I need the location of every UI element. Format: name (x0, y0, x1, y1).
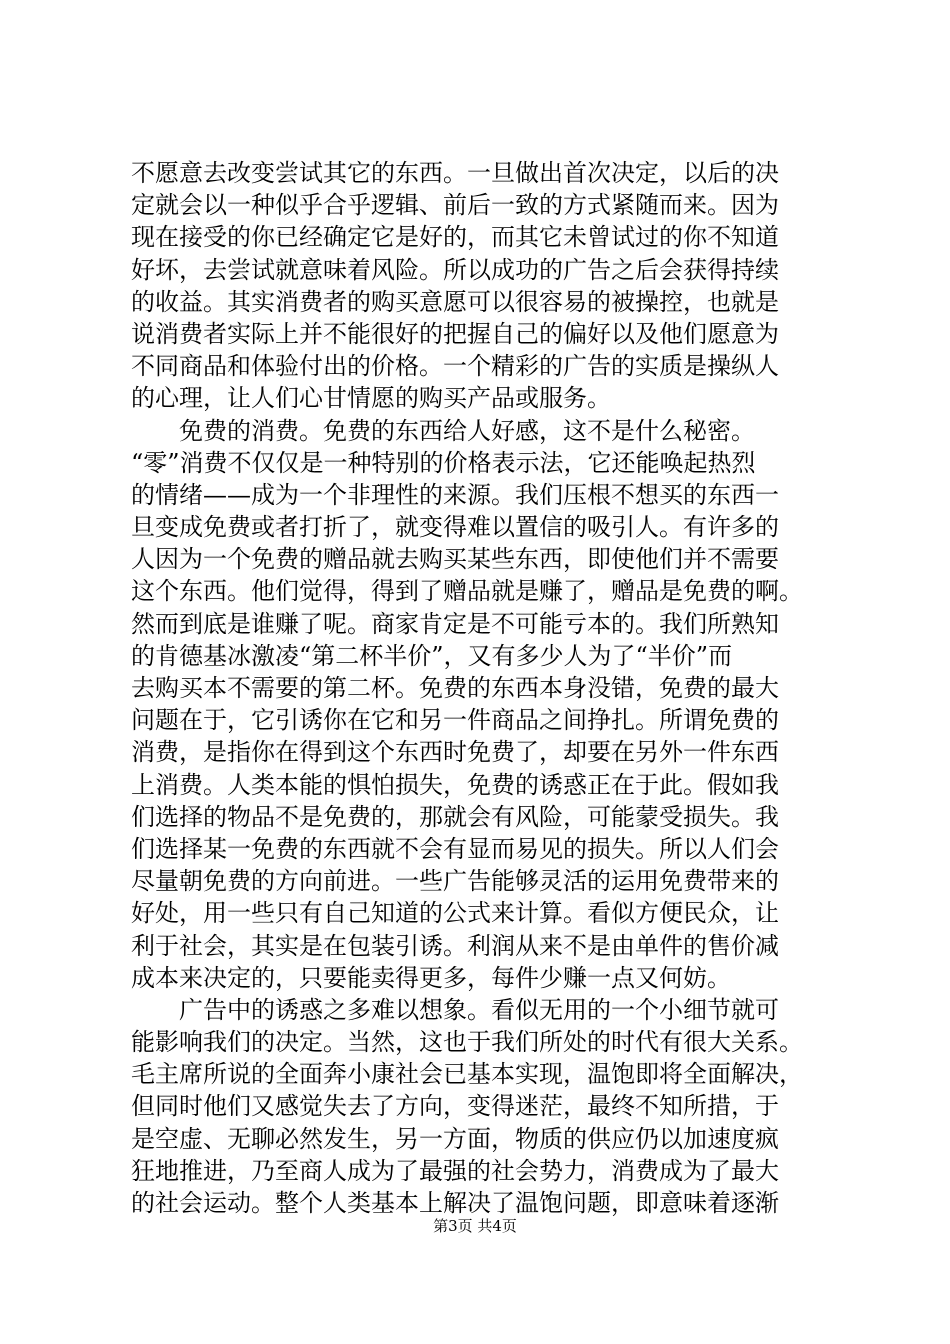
text-line: 的心理，让人们心甘情愿的购买产品或服务。 (131, 384, 611, 413)
text-line: 好坏，去尝试就意味着风险。所以成功的广告之后会获得持续 (131, 255, 779, 284)
text-line: 免费的消费。免费的东西给人好感，这不是什么秘密。 (131, 416, 755, 445)
text-line: 但同时他们又感觉失去了方向，变得迷茫，最终不知所措，于 (131, 1092, 779, 1121)
page-number-footer: 第3页 共4页 (433, 1217, 517, 1235)
text-line: 狂地推进，乃至商人成为了最强的社会势力，消费成为了最大 (131, 1156, 779, 1185)
text-line: 的肯德基冰激凌“第二杯半价”，又有多少人为了“半价”而 (131, 641, 733, 670)
text-line: 尽量朝免费的方向前进。一些广告能够灵活的运用免费带来的 (131, 867, 779, 896)
text-line: 的情绪——成为一个非理性的来源。我们压根不想买的东西一 (131, 480, 779, 509)
text-line: 们选择某一免费的东西就不会有显而易见的损失。所以人们会 (131, 834, 779, 863)
text-line: 问题在于，它引诱你在它和另一件商品之间挣扎。所谓免费的 (131, 706, 779, 735)
text-line: 定就会以一种似乎合乎逻辑、前后一致的方式紧随而来。因为 (131, 191, 779, 220)
text-line: 现在接受的你已经确定它是好的，而其它未曾试过的你不知道 (131, 223, 779, 252)
text-line: 的收益。其实消费者的购买意愿可以很容易的被操控，也就是 (131, 287, 779, 316)
text-line: 人因为一个免费的赠品就去购买某些东西，即使他们并不需要 (131, 545, 779, 574)
text-line: 毛主席所说的全面奔小康社会已基本实现，温饱即将全面解决， (131, 1060, 803, 1089)
text-line: 能影响我们的决定。当然，这也于我们所处的时代有很大关系。 (131, 1028, 803, 1057)
text-line: “零”消费不仅仅是一种特别的价格表示法，它还能唤起热烈 (131, 448, 756, 477)
text-line: 不同商品和体验付出的价格。一个精彩的广告的实质是操纵人 (131, 352, 779, 381)
text-line: 说消费者实际上并不能很好的把握自己的偏好以及他们愿意为 (131, 319, 779, 348)
text-line: 旦变成免费或者打折了，就变得难以置信的吸引人。有许多的 (131, 513, 779, 542)
text-line: 消费，是指你在得到这个东西时免费了，却要在另外一件东西 (131, 738, 779, 767)
text-line: 是空虚、无聊必然发生，另一方面，物质的供应仍以加速度疯 (131, 1124, 779, 1153)
body-text (131, 157, 831, 1219)
text-line: 然而到底是谁赚了呢。商家肯定是不可能亏本的。我们所熟知 (131, 609, 779, 638)
text-line: 不愿意去改变尝试其它的东西。一旦做出首次决定，以后的决 (131, 159, 779, 187)
text-line: 这个东西。他们觉得，得到了赠品就是赚了，赠品是免费的啊。 (131, 577, 803, 606)
text-line: 广告中的诱惑之多难以想象。看似无用的一个小细节就可 (131, 995, 779, 1024)
text-line: 们选择的物品不是免费的，那就会有风险，可能蒙受损失。我 (131, 802, 779, 831)
text-line: 去购买本不需要的第二杯。免费的东西本身没错，免费的最大 (131, 674, 779, 702)
text-line: 的社会运动。整个人类基本上解决了温饱问题，即意味着逐渐 (131, 1189, 779, 1217)
text-line: 利于社会，其实是在包装引诱。利润从来不是由单件的售价减 (131, 931, 779, 960)
text-line: 好处，用一些只有自己知道的公式来计算。看似方便民众，让 (131, 899, 779, 928)
text-line: 上消费。人类本能的惧怕损失，免费的诱惑正在于此。假如我 (131, 770, 779, 799)
text-line: 成本来决定的，只要能卖得更多，每件少赚一点又何妨。 (131, 963, 731, 992)
